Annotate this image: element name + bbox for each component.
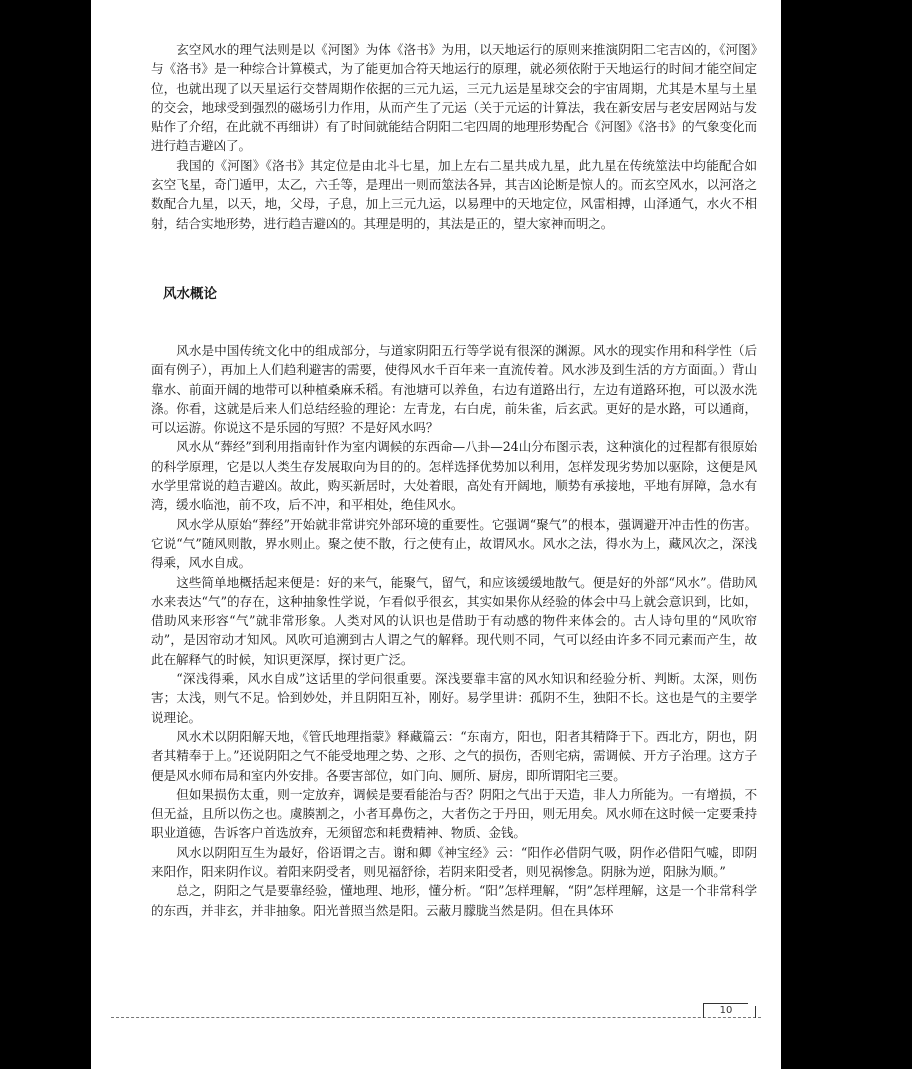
footer-tick	[755, 1006, 756, 1018]
body-paragraph: 风水学从原始“葬经”开始就非常讲究外部环境的重要性。它强调“聚气”的根本，强调避开冲击性的伤害。它说“气”随风则散，界水则止。聚之使不散，行之使有止，故谓风水。风水之法，得水为上，藏风次之，深浅得乘，风水自成。	[151, 516, 757, 571]
right-margin-bar	[781, 0, 912, 1069]
section-gap	[151, 303, 757, 341]
body-paragraph: 风水以阴阳互生为最好，俗语谓之吉。谢和卿《神宝经》云：“阳作必借阴气吸，阴作必借阳气嘘，即阴来阳作，阳来阴作议。着阳来阴受者，则见福舒徐，若阴来阳受者，则见祸惨急。阴脉为逆，阳脉为顺。”	[151, 844, 757, 879]
footer-rule	[111, 1017, 761, 1018]
body-paragraph: 风水是中国传统文化中的组成部分，与道家阴阳五行等学说有很深的渊源。风水的现实作用和科学性（后面有例子），再加上人们趋利避害的需要，使得风水千百年来一直流传着。风水涉及到生活的方方面面。）背山靠水、前面开阔的地带可以种植桑麻禾稻。有池塘可以养鱼，右边有道路出行，左边有道路环抱，可以汲水洗涤。你看，这就是后来人们总结经验的理论：左青龙，右白虎，前朱雀，后玄武。更好的是水路，可以通商，可以运游。你说这不是乐园的写照？不是好风水吗？	[151, 342, 757, 436]
body-paragraph: “深浅得乘，风水自成”这话里的学问很重要。深浅要靠丰富的风水知识和经验分析、判断。太深，则伤害；太浅，则气不足。恰到妙处，并且阴阳互补，刚好。易学里讲：孤阴不生，独阳不长。这也是气的主要学说理论。	[151, 671, 757, 725]
intro-paragraph: 我国的《河图》《洛书》其定位是由北斗七星，加上左右二星共成九星，此九星在传统筮法中均能配合如玄空飞星，奇门遁甲，太乙，六壬等，是理出一则而筮法各异，其吉凶论断是惊人的。而玄空风水，以河洛之数配合九星，以天，地，父母，子息，加上三元九运，以易理中的天地定位，风雷相搏，山泽通气，水火不相射，结合实地形势，进行趋吉避凶的。其理是明的，其法是正的，望大家神而明之。	[151, 157, 757, 231]
body-paragraph: 总之，阴阳之气是要靠经验，懂地理、地形，懂分析。“阳”怎样理解，“阴”怎样理解，这是一个非常科学的东西，并非玄，并非抽象。阳光普照当然是阳。云蔽月朦胧当然是阴。但在具体环	[151, 883, 757, 918]
page-number: 10	[703, 1003, 748, 1018]
intro-paragraph: 玄空风水的理气法则是以《河图》为体《洛书》为用，以天地运行的原则来推演阴阳二宅吉凶的，《河图》与《洛书》是一种综合计算模式，为了能更加合符天地运行的原理，就必须依附于天地运行的时间才能空间定位，也就出现了以天星运行交替周期作依据的三元九运，三元九运是星球交会的宇宙周期，尤其是木星与土星的交会，地球受到强烈的磁场引力作用，从而产生了元运（关于元运的计算法，我在新安居与老安居网站与发贴作了介绍，在此就不再细讲）有了时间就能结合阴阳二宅四周的地理形势配合《河图》《洛书》的气象变化而进行趋吉避凶了。	[151, 42, 757, 154]
body-paragraph: 风水术以阴阳解天地，《管氏地理指蒙》释藏篇云：“东南方，阳也，阳者其精降于下。西北方，阴也，阴者其精奉于上。”还说阴阳之气不能受地理之势、之形、之气的损伤，否则宅病，需调候、开方子治理。这方子便是风水师布局和室内外安排。各要害部位，如门向、厕所、厨房，即所谓阳宅三要。	[151, 728, 757, 783]
body-paragraph: 这些简单地概括起来便是：好的来气，能聚气，留气，和应该缓缓地散气。便是好的外部“风水”。借助风水来表达“气”的存在，这种抽象性学说，乍看似乎很玄，其实如果你从经验的体会中马上就会意识到，比如，借助风来形容“气”就非常形象。人类对风的认识也是借助于有动感的物件来体会的。古人诗句里的“风吹帘动”，是因帘动才知风。风吹可追溯到古人谓之气的解释。现代则不同，气可以经由许多不同元素而产生，故此在解释气的时候，知识更深厚，探讨更广泛。	[151, 574, 757, 667]
body-paragraph: 但如果损伤太重，则一定放弃，调候是要看能治与否？阴阳之气出于天造，非人力所能为。一有增损，不但无益，且所以伤之也。虞腠割之，小者耳鼻伤之，大者伤之于丹田，则无用矣。风水师在这时候一定要秉持职业道德，告诉客户首选放弃，无须留恋和耗费精神、物质、金钱。	[151, 786, 757, 841]
page-text	[151, 40, 757, 920]
section-gap	[151, 233, 757, 285]
document-page	[91, 0, 781, 1069]
section-heading: 风水概论	[163, 285, 217, 302]
body-paragraph: 风水从“葬经”到利用指南针作为室内调候的东西命—八卦—24山分布图示表，这种演化的过程都有很原始的科学原理，它是以人类生存发展取向为目的的。怎样选择优势加以利用，怎样发现劣势加以驱除，这便是风水学里常说的趋吉避凶。故此，购买新居时，大处着眼，高处有开阔地，顺势有承接地，平地有屏障，急水有湾，缓水临池，前不攻，后不冲，和平相处，绝佳风水。	[151, 439, 757, 513]
